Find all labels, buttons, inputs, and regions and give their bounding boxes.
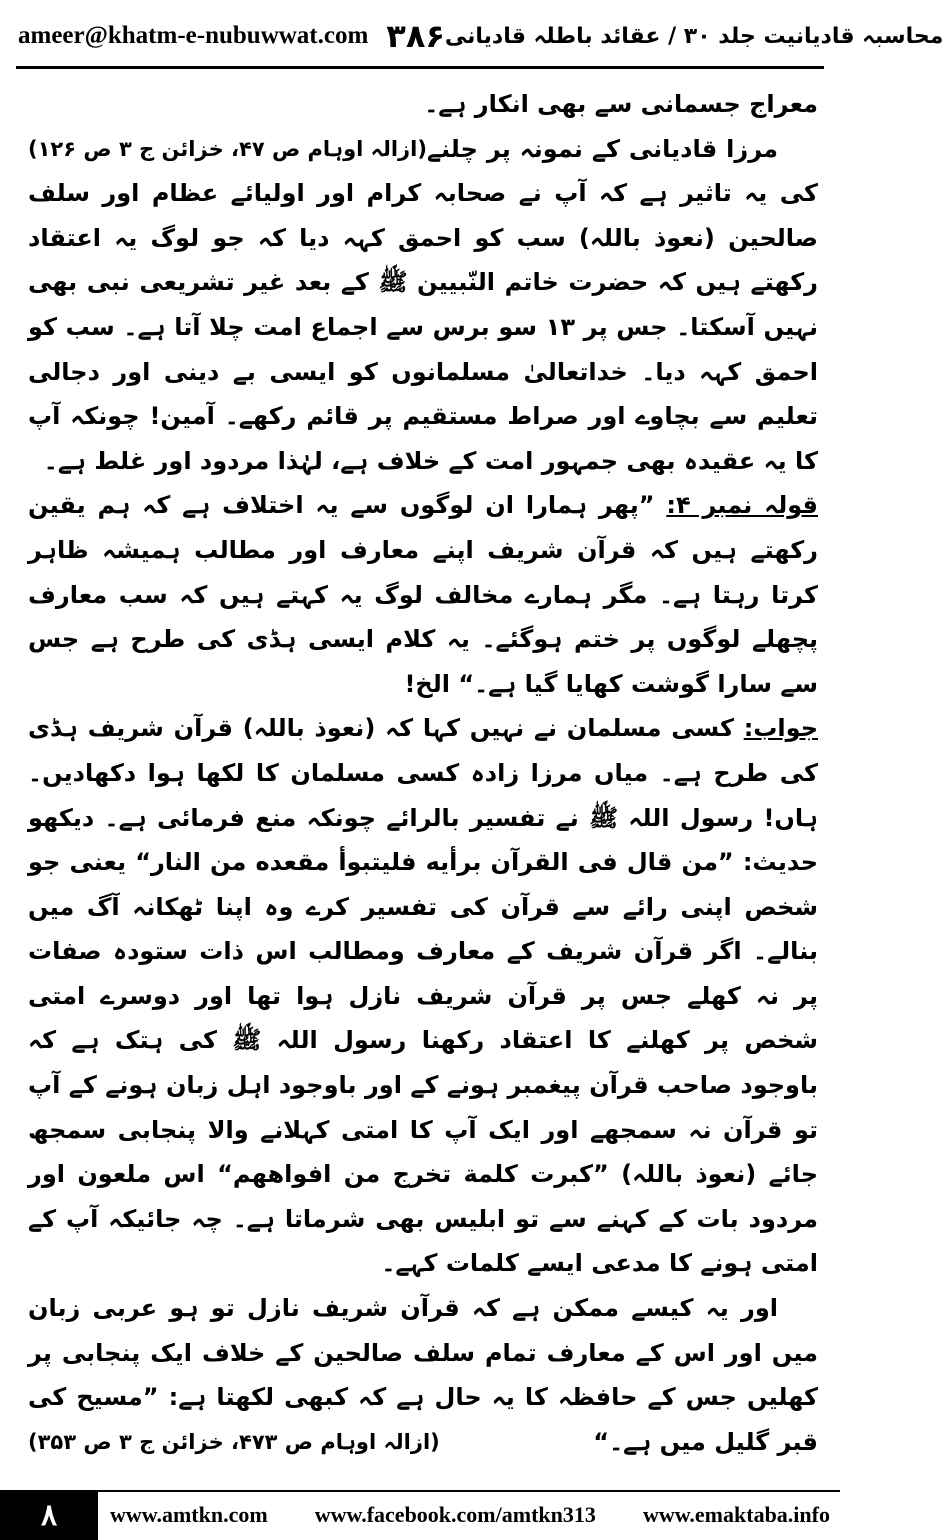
page-footer (0, 1490, 840, 1540)
paragraph-2 (28, 127, 818, 484)
reference-2: (ازالہ اوہام ص ۴۷۳، خزائن ج ۳ ص ۳۵۳) (28, 1429, 440, 1454)
footer-link-emaktaba[interactable]: www.emaktaba.info (642, 1502, 830, 1527)
footer-page-box: ۸ (0, 1490, 98, 1540)
jawab-label: جواب: (743, 714, 818, 743)
footer-link-facebook[interactable]: www.facebook.com/amtkn313 (314, 1502, 596, 1527)
paragraph-4 (28, 706, 818, 1286)
reference-1: (ازالہ اوہام ص ۴۷، خزائن ج ۳ ص ۱۲۶) (28, 136, 427, 161)
header-series-title: محاسبہ قادیانیت جلد ۳۰ / عقائد باطلہ قادیانی (444, 23, 943, 49)
paragraph-3 (28, 483, 818, 706)
paragraph-5 (28, 1286, 818, 1464)
paragraph-3-text: ”پھر ہمارا ان لوگوں سے یہ اختلاف ہے کہ ہم یقین رکھتے ہیں کہ قرآن شریف اپنے معارف اور مطالب ہمیشہ ظاہر کرتا رہتا ہے۔ مگر ہمارے مخالف لوگ یہ کہتے ہیں کہ سب معارف پچھلے لوگوں پر ختم ہوگئے۔ یہ کلام ایسی ہڈی کی طرح ہے جس سے سارا گوشت کھایا گیا ہے۔“ الخ! (28, 491, 818, 698)
paragraph-4-text: کسی مسلمان نے نہیں کہا کہ (نعوذ باللہ) قرآن شریف ہڈی کی طرح ہے۔ میاں مرزا زادہ کسی مسلمان کا لکھا ہوا دکھادیں۔ ہاں! رسول اللہ ﷺ نے تفسیر بالرائے چونکہ منع فرمائی ہے۔ دیکھو حدیث: ”من قال فی القرآن برأیه فلیتبوأ مقعده من النار“ یعنی جو شخص اپنی رائے سے قرآن کی تفسیر کرے وہ اپنا ٹھکانہ آگ میں بنالے۔ اگر قرآن شریف کے معارف ومطالب اس ذات ستودہ صفات پر نہ کھلے جس پر قرآن شریف نازل ہوا تھا اور دوسرے امتی شخص پر کھلنے کا اعتقاد رکھنا رسول اللہ ﷺ کی ہتک ہے کہ باوجود صاحب قرآن پیغمبر ہونے کے اور باوجود اہل زبان ہونے کے آپ تو قرآن نہ سمجھے اور ایک آپ کا امتی کہلانے والا پنجابی سمجھ جائے (نعوذ باللہ) ”كبرت كلمة تخرج من افواههم“ اس ملعون اور مردود بات کے کہنے سے تو ابلیس بھی شرماتا ہے۔ چہ جائیکہ آپ کے امتی ہونے کا مدعی ایسے کلمات کہے۔ (28, 714, 818, 1278)
paragraph-2-text: مرزا قادیانی کے نمونہ پر چلنے کی یہ تاثیر ہے کہ آپ نے صحابہ کرام اور اولیائے عظام اور سلف صالحین (نعوذ باللہ) سب کو احمق کہہ دیا کہ جو لوگ یہ اعتقاد رکھتے ہیں کہ حضرت خاتم النّبیین ﷺ کے بعد غیر تشریعی نبی بھی نہیں آسکتا۔ جس پر ۱۳ سو برس سے اجماع امت چلا آتا ہے۔ سب کو احمق کہہ دیا۔ خداتعالیٰ مسلمانوں کو ایسی بے دینی اور دجالی تعلیم سے بچاوے اور صراط مستقیم پر قائم رکھے۔ آمین! چونکہ آپ کا یہ عقیدہ بھی جمہور امت کے خلاف ہے، لہٰذا مردود اور غلط ہے۔ (28, 134, 819, 475)
header-left (18, 17, 445, 55)
paragraph-1-text: معراج جسمانی سے بھی انکار ہے۔ (424, 90, 818, 118)
page-header (18, 14, 943, 58)
footer-link-amtkn[interactable]: www.amtkn.com (110, 1502, 268, 1527)
footer-links (110, 1490, 830, 1540)
header-page-number: ۳۸۶ (386, 17, 445, 55)
page-body (28, 82, 818, 1464)
header-rule (16, 66, 824, 69)
header-email: ameer@khatm-e-nubuwwat.com (18, 22, 369, 49)
paragraph-5-text: اور یہ کیسے ممکن ہے کہ قرآن شریف نازل تو ہو عربی زبان میں اور اس کے معارف تمام سلف صالحین کے خلاف ایک پنجابی پر کھلیں جس کے حافظہ کا یہ حال ہے کہ کبھی لکھتا ہے: ”مسیح کی قبر گلیل میں ہے۔“ (28, 1294, 818, 1456)
paragraph-1 (28, 82, 818, 161)
qaul-label: قولہ نمبر ۴: (666, 491, 818, 520)
